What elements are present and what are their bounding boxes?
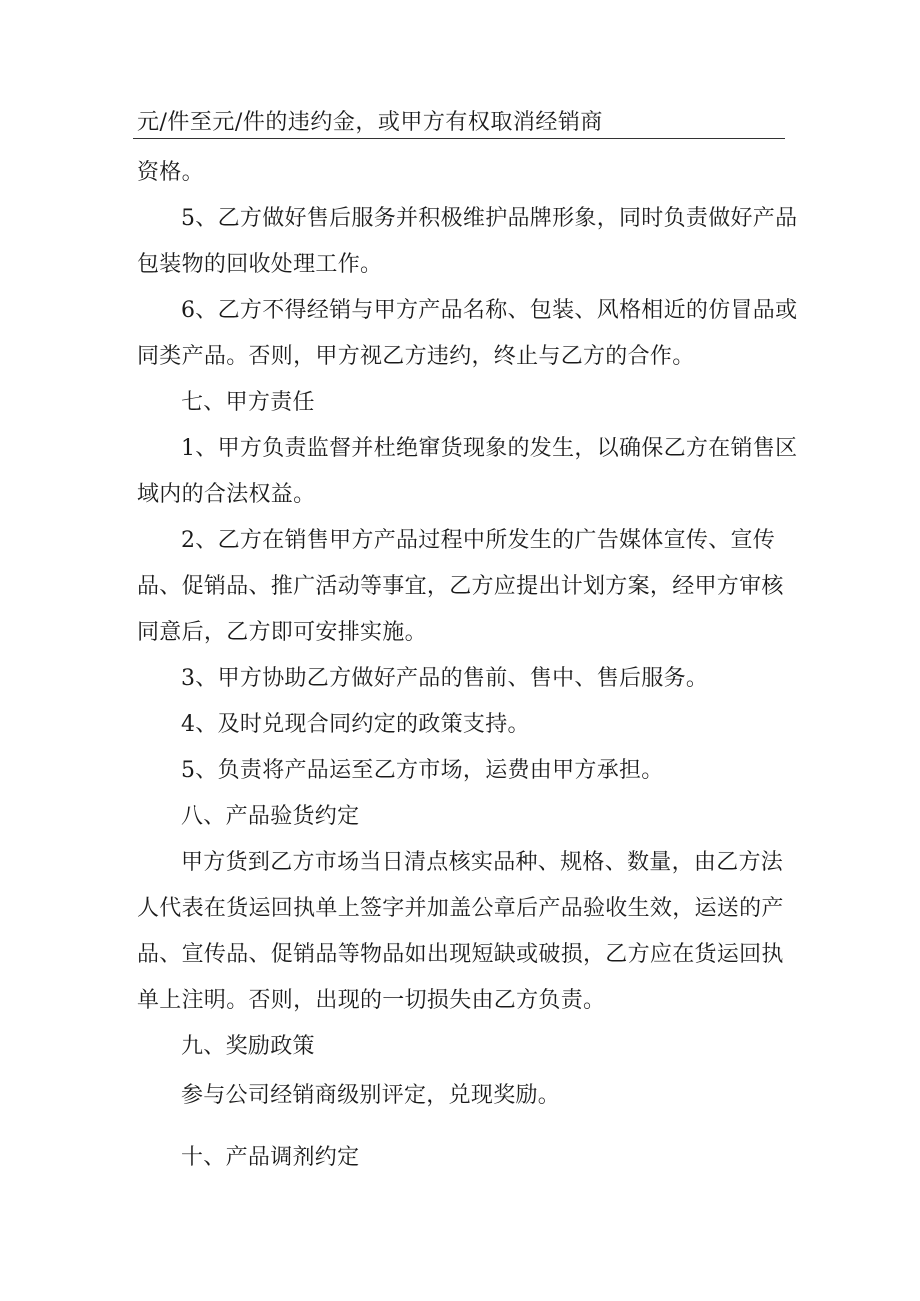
page-header-text: 元/件至元/件的违约金，或甲方有权取消经销商 bbox=[137, 110, 603, 135]
paragraph-line: 品、宣传品、促销品等物品如出现短缺或破损，乙方应在货运回执 bbox=[137, 942, 784, 967]
paragraph-line: 甲方货到乙方市场当日清点核实品种、规格、数量，由乙方法 bbox=[181, 850, 784, 875]
paragraph-line: 参与公司经销商级别评定，兑现奖励。 bbox=[181, 1083, 561, 1108]
paragraph-line: 2、乙方在销售甲方产品过程中所发生的广告媒体宣传、宣传 bbox=[181, 528, 776, 553]
section-heading: 七、甲方责任 bbox=[181, 390, 315, 415]
paragraph-line: 单上注明。否则，出现的一切损失由乙方负责。 bbox=[137, 988, 606, 1013]
paragraph-line: 品、促销品、推广活动等事宜，乙方应提出计划方案，经甲方审核 bbox=[137, 574, 784, 599]
paragraph-line: 同意后，乙方即可安排实施。 bbox=[137, 620, 427, 645]
paragraph-line: 6、乙方不得经销与甲方产品名称、包装、风格相近的仿冒品或 bbox=[181, 298, 798, 323]
paragraph-line: 资格。 bbox=[137, 160, 204, 185]
paragraph-line: 3、甲方协助乙方做好产品的售前、售中、售后服务。 bbox=[181, 666, 709, 691]
section-heading: 九、奖励政策 bbox=[181, 1034, 315, 1059]
header-divider bbox=[133, 138, 785, 139]
paragraph-line: 域内的合法权益。 bbox=[137, 482, 316, 507]
paragraph-line: 1、甲方负责监督并杜绝窜货现象的发生，以确保乙方在销售区 bbox=[181, 436, 798, 461]
paragraph-line: 5、乙方做好售后服务并积极维护品牌形象，同时负责做好产品 bbox=[181, 206, 798, 231]
section-heading: 十、产品调剂约定 bbox=[181, 1145, 360, 1170]
paragraph-line: 4、及时兑现合同约定的政策支持。 bbox=[181, 712, 530, 737]
paragraph-line: 包装物的回收处理工作。 bbox=[137, 252, 383, 277]
paragraph-line: 5、负责将产品运至乙方市场，运费由甲方承担。 bbox=[181, 758, 664, 783]
section-heading: 八、产品验货约定 bbox=[181, 804, 360, 829]
paragraph-line: 同类产品。否则，甲方视乙方违约，终止与乙方的合作。 bbox=[137, 344, 695, 369]
paragraph-line: 人代表在货运回执单上签字并加盖公章后产品验收生效，运送的产 bbox=[137, 896, 784, 921]
